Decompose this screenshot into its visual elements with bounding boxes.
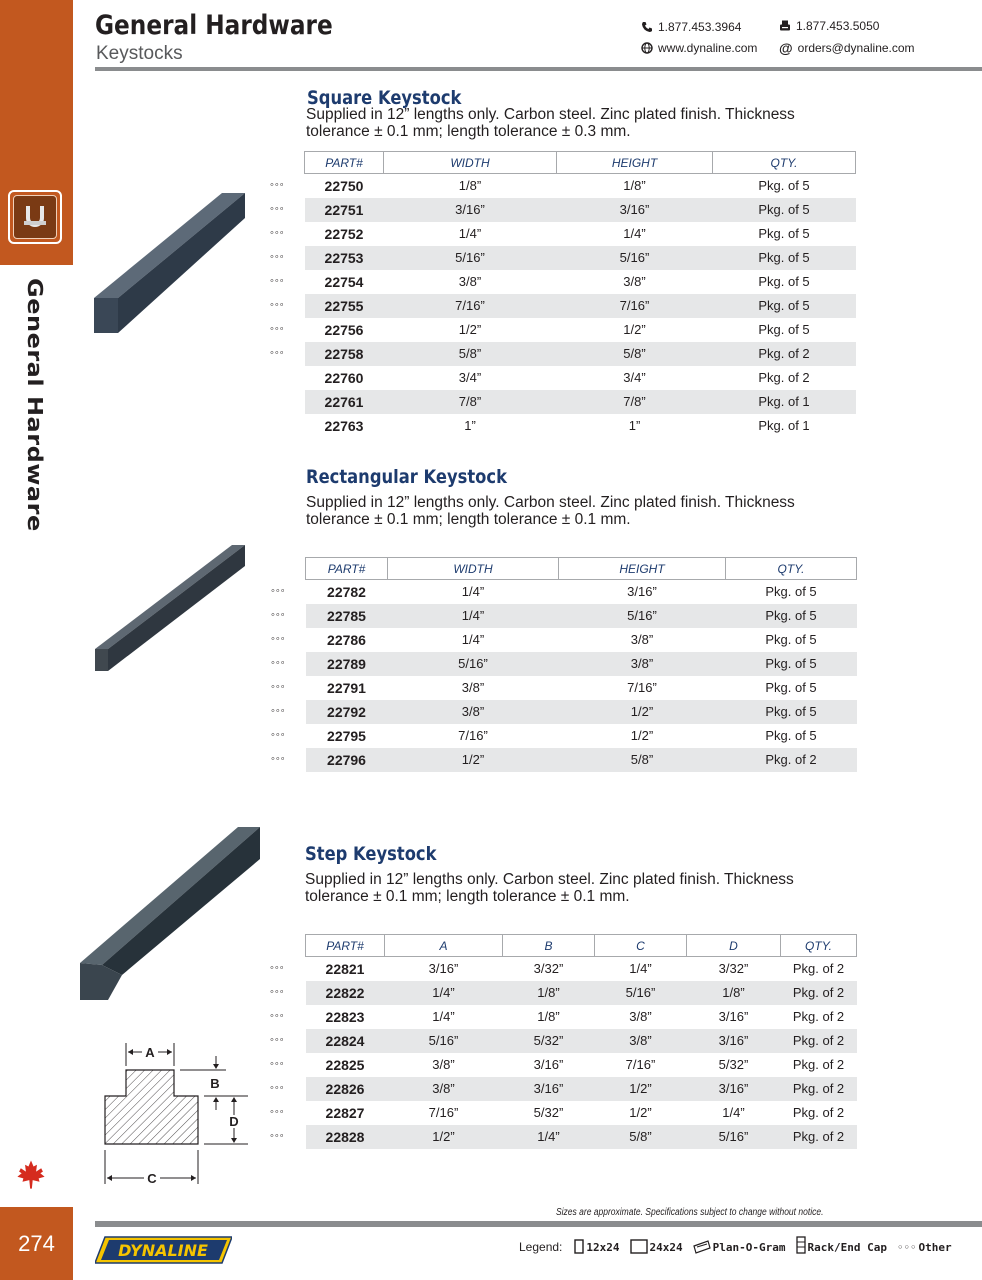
part-number-cell: 22761 bbox=[305, 390, 384, 414]
other-packaging-icon: ◦◦◦ bbox=[270, 1130, 285, 1142]
diagram-label-b: B bbox=[210, 1076, 220, 1091]
fax-icon bbox=[779, 20, 791, 32]
table-row[interactable] bbox=[305, 174, 856, 198]
qty-cell: Pkg. of 5 bbox=[765, 584, 817, 600]
a-cell: 3/8” bbox=[432, 1057, 455, 1072]
diagram-label-a: A bbox=[145, 1045, 155, 1060]
column-header: QTY. bbox=[726, 558, 857, 580]
qty-cell: Pkg. of 5 bbox=[726, 604, 857, 628]
d-cell: 3/16” bbox=[687, 1077, 781, 1101]
diagram-label-d: D bbox=[229, 1114, 239, 1129]
part-number-cell: 22789 bbox=[306, 652, 388, 676]
height-cell: 7/16” bbox=[557, 294, 713, 318]
sidebar-category-title: General Hardware bbox=[23, 278, 47, 532]
other-packaging-icon: ◦◦◦ bbox=[270, 203, 285, 215]
qty-cell: Pkg. of 1 bbox=[713, 390, 856, 414]
width-cell: 3/8” bbox=[461, 680, 485, 695]
sidebar bbox=[0, 0, 73, 1280]
qty-cell: Pkg. of 1 bbox=[758, 418, 810, 433]
other-packaging-icon: ◦◦◦ bbox=[270, 179, 285, 191]
table-row[interactable] bbox=[305, 342, 856, 366]
page-number: 274 bbox=[0, 1207, 73, 1280]
table-row[interactable] bbox=[306, 676, 857, 700]
width-cell: 1/2” bbox=[458, 322, 482, 337]
contact-fax bbox=[779, 19, 879, 33]
c-cell: 3/8” bbox=[629, 1009, 652, 1024]
d-cell: 3/32” bbox=[718, 961, 749, 977]
part-number-cell: 22822 bbox=[306, 981, 385, 1005]
other-packaging-icon: ◦◦◦ bbox=[271, 705, 286, 717]
height-cell: 3/4” bbox=[623, 370, 646, 385]
width-cell: 3/8” bbox=[458, 274, 482, 289]
other-packaging-icon: ◦◦◦ bbox=[270, 1058, 285, 1070]
a-cell: 5/16” bbox=[385, 1029, 503, 1053]
width-cell: 3/16” bbox=[384, 198, 557, 222]
b-cell: 3/32” bbox=[533, 961, 564, 977]
part-number-cell: 22752 bbox=[324, 225, 364, 242]
width-cell: 5/16” bbox=[384, 246, 557, 270]
table-row[interactable] bbox=[305, 414, 856, 438]
qty-cell: Pkg. of 5 bbox=[713, 198, 856, 222]
width-cell: 1/4” bbox=[388, 604, 559, 628]
qty-cell: Pkg. of 5 bbox=[726, 700, 857, 724]
page-title: General Hardware bbox=[95, 10, 333, 41]
square-section-title: Square Keystock bbox=[307, 87, 462, 109]
step-section-description: Supplied in 12” lengths only. Carbon steel. Zinc plated finish. Thickness tolerance ± 0.1 mm; length tolerance ± 0.1 mm. bbox=[305, 871, 794, 905]
c-cell: 7/16” bbox=[625, 1057, 656, 1072]
part-number-cell: 22825 bbox=[325, 1056, 365, 1073]
step-keystock-table bbox=[305, 934, 857, 1149]
height-cell: 3/8” bbox=[623, 274, 646, 289]
legend-24x24-text: 24x24 bbox=[649, 1241, 683, 1254]
column-header: A bbox=[385, 935, 503, 957]
globe-icon bbox=[641, 42, 653, 54]
qty-cell: Pkg. of 5 bbox=[713, 246, 856, 270]
b-cell: 5/32” bbox=[533, 1105, 564, 1120]
width-cell: 5/16” bbox=[388, 652, 559, 676]
other-packaging-icon: ◦◦◦ bbox=[270, 323, 285, 335]
other-packaging-icon: ◦◦◦ bbox=[271, 585, 286, 597]
height-cell: 7/16” bbox=[627, 680, 657, 695]
column-header: PART# bbox=[305, 152, 384, 174]
other-packaging-icon: ◦◦◦ bbox=[270, 347, 285, 359]
width-cell: 5/8” bbox=[384, 342, 557, 366]
part-number-cell: 22763 bbox=[324, 417, 364, 434]
square-keystock-table bbox=[304, 151, 856, 438]
table-row[interactable] bbox=[306, 957, 857, 981]
d-cell: 1/4” bbox=[722, 1105, 745, 1120]
legend-12x24 bbox=[574, 1239, 619, 1254]
width-cell: 7/8” bbox=[384, 390, 557, 414]
width-cell: 7/16” bbox=[458, 728, 488, 743]
part-number-cell: 22791 bbox=[327, 679, 366, 696]
column-header: PART# bbox=[306, 935, 385, 957]
other-packaging-icon: ◦◦◦ bbox=[271, 753, 286, 765]
page-subtitle: Keystocks bbox=[96, 43, 183, 64]
other-packaging-icon: ◦◦◦ bbox=[271, 729, 286, 741]
other-packaging-icon: ◦◦◦ bbox=[270, 962, 285, 974]
width-cell: 1” bbox=[464, 418, 476, 433]
other-packaging-icon: ◦◦◦ bbox=[270, 275, 285, 287]
height-cell: 5/16” bbox=[557, 246, 713, 270]
a-cell: 3/8” bbox=[385, 1077, 503, 1101]
legend-plan-o-gram bbox=[693, 1240, 786, 1254]
qty-cell: Pkg. of 2 bbox=[726, 748, 857, 772]
logo-text: DYNALINE bbox=[118, 1241, 208, 1260]
part-number-cell: 22821 bbox=[325, 960, 365, 977]
legend-rack-end-cap-text: Rack/End Cap bbox=[807, 1241, 887, 1254]
qty-cell: Pkg. of 5 bbox=[758, 226, 810, 241]
c-cell: 5/16” bbox=[595, 981, 687, 1005]
legend-label: Legend: bbox=[519, 1240, 563, 1254]
a-cell: 1/4” bbox=[432, 1009, 455, 1024]
height-cell: 3/8” bbox=[630, 632, 654, 647]
height-cell: 1/2” bbox=[559, 700, 726, 724]
part-number-cell: 22782 bbox=[327, 583, 366, 600]
column-header: WIDTH bbox=[384, 152, 557, 174]
part-number-cell: 22760 bbox=[324, 369, 364, 386]
column-header: D bbox=[687, 935, 781, 957]
height-cell: 5/8” bbox=[559, 748, 726, 772]
d-cell: 1/8” bbox=[687, 981, 781, 1005]
other-packaging-icon: ◦◦◦ bbox=[271, 657, 286, 669]
table-row[interactable] bbox=[306, 724, 857, 748]
part-number-cell: 22753 bbox=[305, 246, 384, 270]
other-packaging-icon: ◦◦◦ bbox=[270, 227, 285, 239]
height-cell: 1/4” bbox=[623, 226, 646, 241]
height-cell: 3/16” bbox=[627, 584, 657, 600]
height-cell: 1/2” bbox=[623, 322, 646, 337]
header-divider bbox=[95, 67, 982, 71]
qty-cell: Pkg. of 2 bbox=[792, 1009, 845, 1024]
table-row[interactable] bbox=[306, 652, 857, 676]
category-icon-frame bbox=[8, 190, 62, 244]
part-number-cell: 22756 bbox=[324, 321, 364, 338]
c-cell: 3/8” bbox=[595, 1029, 687, 1053]
c-cell: 1/2” bbox=[595, 1077, 687, 1101]
table-row[interactable] bbox=[306, 981, 857, 1005]
other-packaging-icon: ◦◦◦ bbox=[270, 1034, 285, 1046]
diagram-label-c: C bbox=[147, 1171, 157, 1186]
qty-cell: Pkg. of 5 bbox=[713, 294, 856, 318]
d-cell: 5/32” bbox=[718, 1057, 749, 1072]
footer-divider bbox=[95, 1221, 982, 1227]
step-keystock-diagram bbox=[100, 1038, 250, 1188]
width-cell: 1/8” bbox=[458, 178, 482, 194]
other-packaging-icon: ◦◦◦ bbox=[271, 681, 286, 693]
contact-phone bbox=[641, 20, 741, 34]
table-row[interactable] bbox=[306, 628, 857, 652]
legend bbox=[519, 1236, 952, 1254]
part-number-cell: 22795 bbox=[327, 727, 366, 744]
contact-website bbox=[641, 41, 757, 55]
box-24x24-icon bbox=[630, 1239, 648, 1254]
qty-cell: Pkg. of 5 bbox=[758, 274, 810, 289]
qty-cell: Pkg. of 5 bbox=[765, 680, 817, 695]
part-number-cell: 22754 bbox=[324, 273, 364, 290]
phone-icon bbox=[641, 21, 653, 33]
part-number-cell: 22792 bbox=[306, 700, 388, 724]
legend-12x24-text: 12x24 bbox=[586, 1241, 620, 1254]
qty-cell: Pkg. of 5 bbox=[765, 728, 817, 743]
table-header-row bbox=[306, 558, 857, 580]
column-header: B bbox=[503, 935, 595, 957]
part-number-cell: 22827 bbox=[325, 1104, 365, 1121]
other-packaging-icon: ◦◦◦ bbox=[270, 986, 285, 998]
box-12x24-icon bbox=[574, 1239, 584, 1254]
maple-leaf-icon bbox=[14, 1158, 48, 1192]
c-cell: 1/2” bbox=[629, 1105, 652, 1120]
height-cell: 1/2” bbox=[630, 728, 654, 743]
table-row[interactable] bbox=[306, 1053, 857, 1077]
column-header: HEIGHT bbox=[557, 152, 713, 174]
c-cell: 5/8” bbox=[595, 1125, 687, 1149]
height-cell: 1” bbox=[628, 418, 641, 433]
width-cell: 3/8” bbox=[388, 700, 559, 724]
a-cell: 1/4” bbox=[385, 981, 503, 1005]
other-packaging-icon: ◦◦◦ bbox=[270, 1082, 285, 1094]
part-number-cell: 22786 bbox=[327, 631, 366, 648]
website-link[interactable]: www.dynaline.com bbox=[658, 41, 758, 55]
qty-cell: Pkg. of 2 bbox=[792, 1057, 845, 1072]
width-cell: 1/4” bbox=[458, 226, 482, 241]
disclaimer-note: Sizes are approximate. Specifications subject to change without notice. bbox=[556, 1207, 824, 1218]
height-cell: 1/8” bbox=[623, 178, 646, 194]
other-packaging-icon: ◦◦◦ bbox=[271, 609, 286, 621]
rack-end-cap-icon bbox=[796, 1236, 806, 1254]
step-section-title: Step Keystock bbox=[305, 843, 437, 865]
d-cell: 3/16” bbox=[687, 1029, 781, 1053]
plan-o-gram-icon bbox=[693, 1240, 711, 1254]
qty-cell: Pkg. of 2 bbox=[758, 370, 810, 385]
column-header: HEIGHT bbox=[559, 558, 726, 580]
fax-number[interactable]: 1.877.453.5050 bbox=[796, 19, 880, 33]
phone-number[interactable]: 1.877.453.3964 bbox=[658, 20, 742, 34]
table-header-row bbox=[305, 152, 856, 174]
table-row[interactable] bbox=[305, 366, 856, 390]
legend-other bbox=[897, 1241, 952, 1254]
width-cell: 1/4” bbox=[461, 584, 485, 600]
email-link[interactable]: orders@dynaline.com bbox=[797, 41, 915, 55]
legend-plan-o-gram-text: Plan-O-Gram bbox=[712, 1241, 786, 1254]
column-header: QTY. bbox=[781, 935, 857, 957]
other-packaging-icon: ◦◦◦ bbox=[270, 299, 285, 311]
other-packaging-icon: ◦◦◦ bbox=[270, 1106, 285, 1118]
table-row[interactable] bbox=[306, 580, 857, 604]
height-cell: 7/8” bbox=[557, 390, 713, 414]
rectangular-keystock-table bbox=[305, 557, 857, 772]
table-row[interactable] bbox=[305, 294, 856, 318]
table-row[interactable] bbox=[306, 748, 857, 772]
dynaline-logo bbox=[95, 1236, 232, 1264]
column-header: PART# bbox=[306, 558, 388, 580]
part-number-cell: 22755 bbox=[305, 294, 384, 318]
b-cell: 1/8” bbox=[503, 981, 595, 1005]
part-number-cell: 22824 bbox=[306, 1029, 385, 1053]
table-row[interactable] bbox=[305, 390, 856, 414]
d-cell: 5/16” bbox=[687, 1125, 781, 1149]
table-row[interactable] bbox=[306, 604, 857, 628]
height-cell: 5/16” bbox=[559, 604, 726, 628]
b-cell: 3/16” bbox=[533, 1057, 564, 1072]
other-packaging-icon: ◦◦◦ bbox=[271, 633, 286, 645]
qty-cell: Pkg. of 2 bbox=[781, 1029, 857, 1053]
b-cell: 1/8” bbox=[537, 1009, 560, 1024]
width-cell: 3/4” bbox=[458, 370, 482, 385]
qty-cell: Pkg. of 5 bbox=[758, 178, 810, 194]
qty-cell: Pkg. of 2 bbox=[792, 961, 845, 977]
other-dots-icon: ◦◦◦ bbox=[896, 1241, 917, 1254]
table-header-row bbox=[306, 935, 857, 957]
table-row[interactable] bbox=[305, 318, 856, 342]
width-cell: 1/2” bbox=[388, 748, 559, 772]
table-row[interactable] bbox=[305, 246, 856, 270]
part-number-cell: 22828 bbox=[306, 1125, 385, 1149]
qty-cell: Pkg. of 5 bbox=[765, 632, 817, 647]
table-row[interactable] bbox=[306, 1077, 857, 1101]
table-row[interactable] bbox=[305, 198, 856, 222]
rectangular-keystock-image bbox=[94, 544, 246, 672]
b-cell: 5/32” bbox=[503, 1029, 595, 1053]
height-cell: 3/8” bbox=[559, 652, 726, 676]
table-row[interactable] bbox=[305, 222, 856, 246]
u-bolt-icon bbox=[13, 195, 57, 239]
part-number-cell: 22785 bbox=[306, 604, 388, 628]
part-number-cell: 22750 bbox=[324, 177, 364, 194]
part-number-cell: 22758 bbox=[305, 342, 384, 366]
b-cell: 1/4” bbox=[503, 1125, 595, 1149]
table-row[interactable] bbox=[306, 1125, 857, 1149]
width-cell: 1/4” bbox=[461, 632, 485, 647]
rectangular-section-description: Supplied in 12” lengths only. Carbon steel. Zinc plated finish. Thickness tolerance ± 0.1 mm; length tolerance ± 0.1 mm. bbox=[306, 494, 795, 528]
email-at-icon: @ bbox=[779, 40, 793, 56]
legend-24x24 bbox=[630, 1239, 683, 1254]
column-header: C bbox=[595, 935, 687, 957]
qty-cell: Pkg. of 5 bbox=[758, 322, 810, 337]
square-keystock-image bbox=[92, 190, 247, 335]
part-number-cell: 22751 bbox=[305, 198, 384, 222]
width-cell: 7/16” bbox=[384, 294, 557, 318]
a-cell: 1/2” bbox=[385, 1125, 503, 1149]
table-row[interactable] bbox=[305, 270, 856, 294]
qty-cell: Pkg. of 2 bbox=[781, 1077, 857, 1101]
b-cell: 3/16” bbox=[503, 1077, 595, 1101]
qty-cell: Pkg. of 2 bbox=[781, 981, 857, 1005]
a-cell: 7/16” bbox=[428, 1105, 459, 1120]
column-header: QTY. bbox=[713, 152, 856, 174]
height-cell: 5/8” bbox=[557, 342, 713, 366]
legend-other-text: Other bbox=[918, 1241, 952, 1254]
other-packaging-icon: ◦◦◦ bbox=[270, 251, 285, 263]
table-row[interactable] bbox=[306, 700, 857, 724]
legend-rack-end-cap bbox=[796, 1236, 887, 1254]
rectangular-section-title: Rectangular Keystock bbox=[306, 466, 507, 488]
qty-cell: Pkg. of 2 bbox=[781, 1125, 857, 1149]
qty-cell: Pkg. of 2 bbox=[713, 342, 856, 366]
qty-cell: Pkg. of 2 bbox=[792, 1105, 845, 1120]
column-header: WIDTH bbox=[388, 558, 559, 580]
qty-cell: Pkg. of 5 bbox=[726, 652, 857, 676]
step-keystock-image bbox=[78, 825, 262, 1003]
height-cell: 3/16” bbox=[557, 198, 713, 222]
a-cell: 3/16” bbox=[428, 961, 459, 977]
c-cell: 1/4” bbox=[629, 961, 652, 977]
table-row[interactable] bbox=[306, 1029, 857, 1053]
contact-email bbox=[779, 40, 915, 56]
part-number-cell: 22823 bbox=[325, 1008, 365, 1025]
part-number-cell: 22826 bbox=[306, 1077, 385, 1101]
d-cell: 3/16” bbox=[718, 1009, 749, 1024]
table-row[interactable] bbox=[306, 1101, 857, 1125]
other-packaging-icon: ◦◦◦ bbox=[270, 1010, 285, 1022]
square-section-description: Supplied in 12” lengths only. Carbon steel. Zinc plated finish. Thickness tolerance ± 0.1 mm; length tolerance ± 0.3 mm. bbox=[306, 106, 795, 140]
part-number-cell: 22796 bbox=[306, 748, 388, 772]
table-row[interactable] bbox=[306, 1005, 857, 1029]
